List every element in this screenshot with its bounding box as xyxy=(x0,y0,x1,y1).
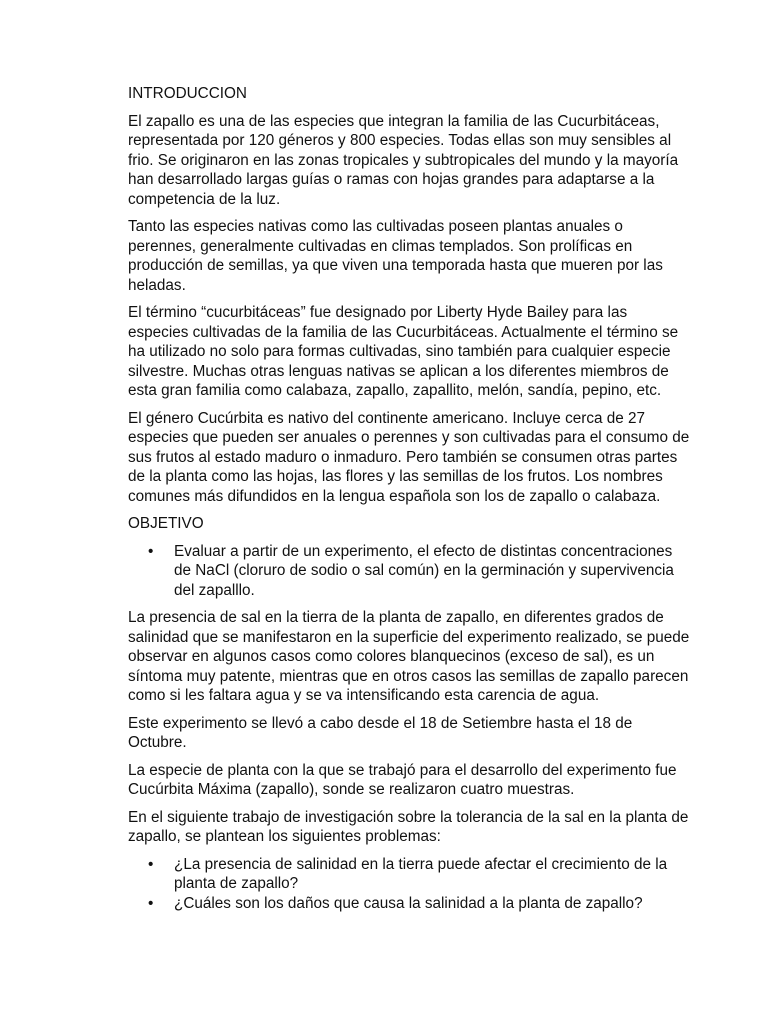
bullet-icon: • xyxy=(148,542,154,560)
intro-paragraph: El género Cucúrbita es nativo del continente americano. Incluye cerca de 27 especies que pueden ser anuales o perennes y son cultivadas para el consumo de sus frutos al estado maduro o inmaduro. Pero también se consumen otras partes de la planta como las hojas, las flores y las semillas de los frutos. Los nombres comunes más difundidos en la lengua española son los de zapallo o calabaza. xyxy=(128,409,690,505)
list-item xyxy=(128,894,690,914)
objective-heading: OBJETIVO xyxy=(128,515,204,532)
objective-list xyxy=(128,542,690,601)
bullet-icon: • xyxy=(148,855,154,873)
intro-heading: INTRODUCCION xyxy=(128,85,247,102)
document-page xyxy=(128,84,690,921)
body-paragraph: La presencia de sal en la tierra de la planta de zapallo, en diferentes grados de salinidad que se manifestaron en la superficie del experimento realizado, se puede observar en algunos casos como colores blanquecinos (exceso de sal), es un síntoma muy patente, mientras que en otros casos las semillas de zapallo parecen como si les faltara agua y se va intensificando esta carencia de agua. xyxy=(128,609,690,704)
list-item-text: ¿Cuáles son los daños que causa la salinidad a la planta de zapallo? xyxy=(174,894,643,912)
list-item-text: ¿La presencia de salinidad en la tierra puede afectar el crecimiento de la planta de zapallo? xyxy=(174,855,668,892)
list-item xyxy=(128,855,690,894)
intro-paragraph: Tanto las especies nativas como las cultivadas poseen plantas anuales o perennes, generalmente cultivadas en climas templados. Son prolíficas en producción de semillas, ya que viven una temporada hasta que mueren por las heladas. xyxy=(128,218,663,294)
bullet-icon: • xyxy=(148,894,154,912)
intro-paragraph: El zapallo es una de las especies que integran la familia de las Cucurbitáceas, representada por 120 géneros y 800 especies. Todas ellas son muy sensibles al frio. Se originaron en las zonas tropicales y subtropicales del mundo y la mayoría han desarrollado largas guías o ramas con hojas grandes para adaptarse a la competencia de la luz. xyxy=(128,112,679,208)
list-item xyxy=(128,542,690,601)
problem-list xyxy=(128,855,690,914)
list-item-text: Evaluar a partir de un experimento, el efecto de distintas concentraciones de NaCl (cloruro de sodio o sal común) en la germinación y supervivencia del zapalllo. xyxy=(174,542,674,599)
body-paragraph: En el siguiente trabajo de investigación sobre la tolerancia de la sal en la planta de zapallo, se plantean los siguientes problemas: xyxy=(128,808,689,845)
body-paragraph: La especie de planta con la que se trabajó para el desarrollo del experimento fue Cucúrbita Máxima (zapallo), sonde se realizaron cuatro muestras. xyxy=(128,761,677,798)
intro-paragraph: El término “cucurbitáceas” fue designado por Liberty Hyde Bailey para las especies cultivadas de la familia de las Cucurbitáceas. Actualmente el término se ha utilizado no solo para formas cultivadas, sino también para cualquier especie silvestre. Muchas otras lenguas nativas se aplican a los diferentes miembros de esta gran familia como calabaza, zapallo, zapallito, melón, sandía, pepino, etc. xyxy=(128,304,679,399)
body-paragraph: Este experimento se llevó a cabo desde el 18 de Setiembre hasta el 18 de Octubre. xyxy=(128,714,633,751)
